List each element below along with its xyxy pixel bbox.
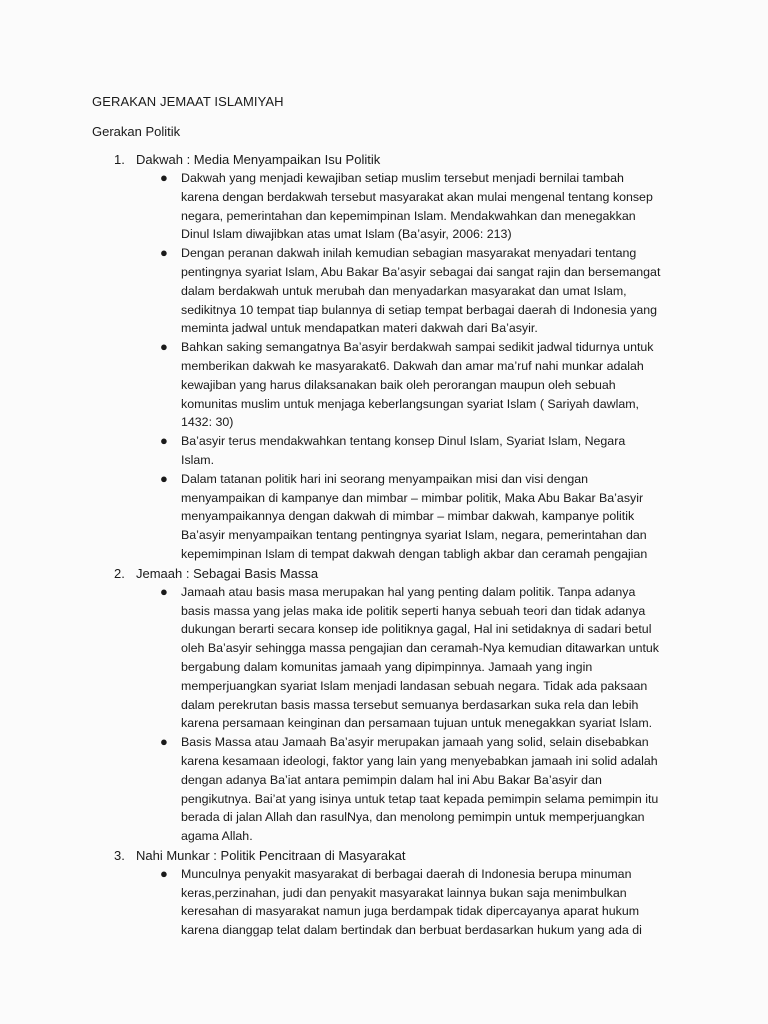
bullet-list: [0, 583, 768, 846]
section-number: 3.: [114, 847, 125, 863]
section-number: 2.: [114, 565, 125, 581]
bullet-text: Bahkan saking semangatnya Ba’asyir berdakwah sampai sedikit jadwal tidurnya untuk memberikan dakwah ke masyarakat6. Dakwah dan amar ma’ruf nahi munkar adalah kewajiban yang harus dilaksanakan baik oleh perorangan maupun oleh sebuah komunitas muslim untuk menjaga keberlangsungan syariat Islam ( Sariyah dawlam, 1432: 30): [181, 340, 654, 430]
bullet-icon: ●: [160, 583, 168, 599]
list-item: [0, 733, 661, 846]
list-item: [0, 865, 661, 940]
bullet-icon: ●: [160, 865, 168, 881]
section-title: Jemaah : Sebagai Basis Massa: [136, 565, 319, 581]
bullet-text: Dalam tatanan politik hari ini seorang menyampaikan misi dan visi dengan menyampaikan di kampanye dan mimbar – mimbar politik, Maka Abu Bakar Ba’asyir menyampaikannya dengan dakwah di mimbar – mimbar dakwah, kampanye politik Ba’asyir menyampaikan tentang pentingnya syariat Islam, negara, pemerintahan dan kepemimpinan Islam di tempat dakwah dengan tabligh akbar dan ceramah pengajian: [181, 471, 648, 561]
bullet-text: Jamaah atau basis masa merupakan hal yang penting dalam politik. Tanpa adanya basis massa yang jelas maka ide politik seperti hanya sebuah teori dan tidak adanya dukungan berarti secara konsep ide politiknya gagal, Hal ini setidaknya di sadari betul oleh Ba’asyir sehingga massa pengajian dan ceramah-Nya kemudian ditawarkan untuk bergabung dalam komunitas jamaah yang dipimpinnya. Jamaah yang ingin memperjuangkan syariat Islam menjadi landasan sebuah negara. Tidak ada paksaan dalam perekrutan basis massa tersebut semuanya berdasarkan suka rela dan lebih karena persamaan keinginan dan persamaan tujuan untuk menegakkan syariat Islam.: [181, 584, 660, 731]
bullet-text: Basis Massa atau Jamaah Ba’asyir merupakan jamaah yang solid, selain disebabkan karena kesamaan ideologi, faktor yang lain yang menyebabkan jamaah ini solid adalah dengan adanya Ba’iat antara pemimpin dalam hal ini Abu Bakar Ba’asyir dan pengikutnya. Bai’at yang isinya untuk tetap taat kepada pemimpin selama pemimpin itu berada di jalan Allah dan rasulNya, dan menolong pemimpin untuk memperjuangkan agama Allah.: [181, 735, 659, 844]
list-item: [0, 470, 661, 564]
section-jemaah: [0, 564, 768, 846]
bullet-text: Dakwah yang menjadi kewajiban setiap muslim tersebut menjadi bernilai tambah karena dengan berdakwah tersebut masyarakat akan mulai mengenal tentang konsep negara, pemerintahan dan kepemimpinan Islam. Mendakwahkan dan menegakkan Dinul Islam diwajibkan atas umat Islam (Ba’asyir, 2006: 213): [181, 171, 653, 242]
section-dakwah: [0, 150, 768, 564]
list-item: [0, 583, 661, 733]
bullet-icon: ●: [160, 734, 168, 750]
section-heading: [0, 564, 768, 583]
section-heading: [0, 846, 768, 865]
section-nahi-munkar: [0, 846, 768, 940]
bullet-text: Munculnya penyakit masyarakat di berbagai daerah di Indonesia berupa minuman keras,perzinahan, judi dan penyakit masyarakat lainnya bukan saja menimbulkan keresahan di masyarakat namun juga berdampak tidak dipercayanya aparat hukum karena dianggap telat dalam bertindak dan berbuat berdasarkan hukum yang ada di: [181, 866, 642, 938]
section-title: Dakwah : Media Menyampaikan Isu Politik: [136, 152, 381, 167]
list-item: [0, 432, 661, 470]
section-number: 1.: [114, 152, 125, 167]
document-subtitle: Gerakan Politik: [92, 124, 181, 139]
list-item: [0, 244, 661, 338]
document-title: GERAKAN JEMAAT ISLAMIYAH: [92, 94, 284, 109]
bullet-icon: ●: [160, 433, 168, 449]
bullet-text: Dengan peranan dakwah inilah kemudian sebagian masyarakat menyadari tentang pentingnya syariat Islam, Abu Bakar Ba’asyir sebagai dai sangat rajin dan bersemangat dalam berdakwah untuk merubah dan menyadarkan masyarakat dan umat Islam, sedikitnya 10 tempat tiap bulannya di setiap tempat berbagai daerah di Indonesia yang meminta jadwal untuk mendapatkan materi dakwah dari Ba’asyir.: [181, 246, 661, 336]
list-item: [0, 338, 661, 432]
bullet-icon: ●: [160, 339, 168, 355]
bullet-text: Ba’asyir terus mendakwahkan tentang konsep Dinul Islam, Syariat Islam, Negara Islam.: [181, 434, 626, 467]
bullet-icon: ●: [160, 245, 168, 261]
section-list: [0, 150, 768, 940]
section-title: Nahi Munkar : Politik Pencitraan di Masyarakat: [136, 847, 406, 863]
list-item: [0, 169, 661, 244]
bullet-icon: ●: [160, 170, 168, 185]
bullet-list: [0, 169, 768, 564]
bullet-icon: ●: [160, 470, 168, 486]
bullet-list: [0, 865, 768, 940]
section-heading: [0, 150, 768, 169]
